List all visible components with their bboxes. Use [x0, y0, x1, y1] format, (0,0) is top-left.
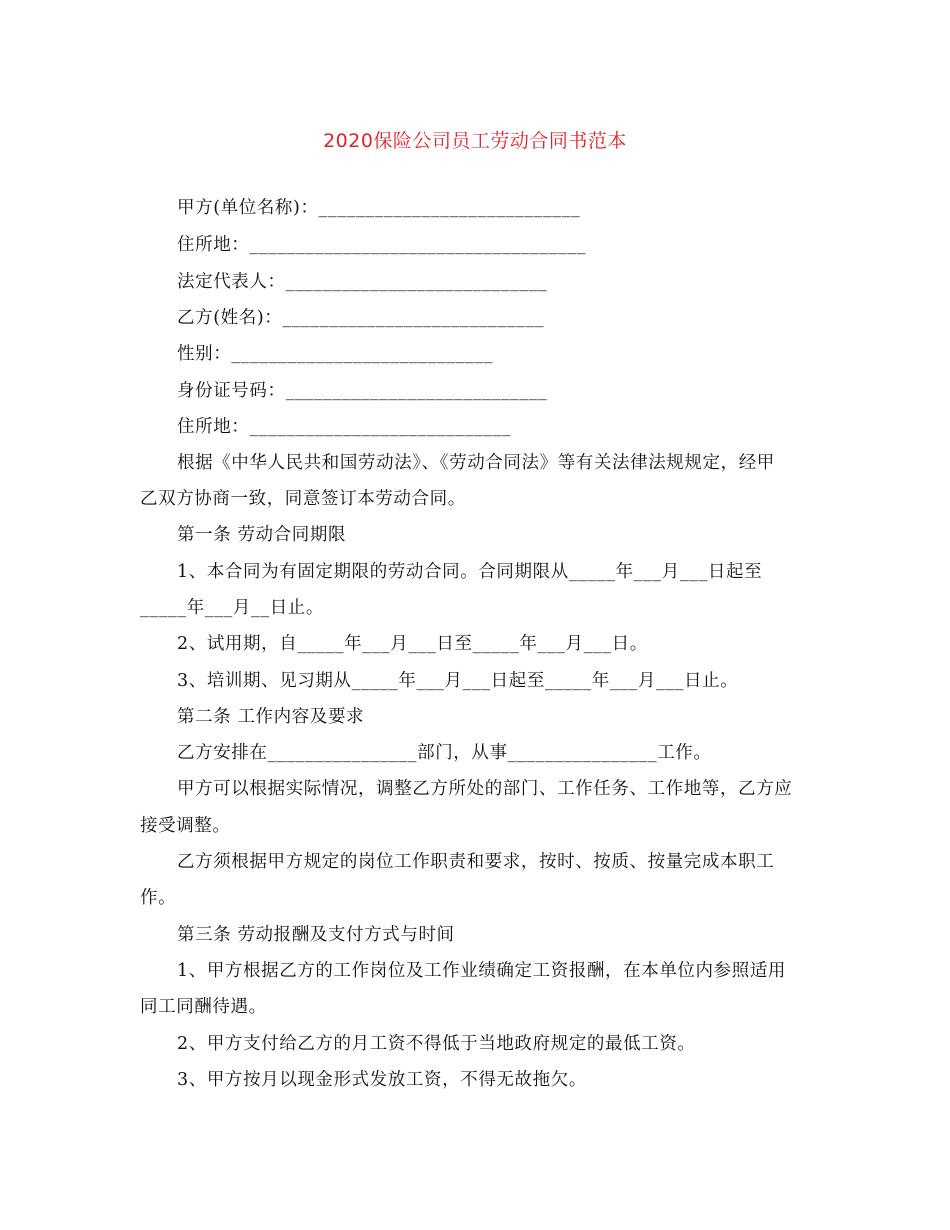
clause-3-1: 1、甲方根据乙方的工作岗位及工作业绩确定工资报酬，在本单位内参照适用: [177, 961, 787, 981]
clause-3-3: 3、甲方按月以现金形式发放工资，不得无故拖欠。: [177, 1070, 587, 1090]
clause-1-2: 2、试用期，自_____年___月___日至_____年___月___日。: [177, 634, 648, 654]
clause-2-assignment: 乙方安排在________________部门，从事________________工作。: [177, 743, 712, 763]
paragraph-preamble-cont: 乙双方协商一致，同意签订本劳动合同。: [140, 489, 466, 509]
heading-article-1: 第一条 劳动合同期限: [177, 525, 347, 545]
clause-2-adjustment: 甲方可以根据实际情况，调整乙方所处的部门、工作任务、工作地等，乙方应: [177, 779, 793, 799]
clause-1-3: 3、培训期、见习期从_____年___月___日起至_____年___月___日止。: [177, 671, 739, 691]
document-title: 2020保险公司员工劳动合同书范本: [323, 130, 627, 152]
heading-article-3: 第三条 劳动报酬及支付方式与时间: [177, 925, 455, 945]
clause-2-adjustment-cont: 接受调整。: [140, 816, 231, 836]
field-gender: 性别：____________________________: [177, 344, 494, 364]
field-party-a-address: 住所地：____________________________________: [177, 235, 586, 255]
field-legal-representative: 法定代表人：____________________________: [177, 272, 548, 292]
clause-2-duties: 乙方须根据甲方规定的岗位工作职责和要求，按时、按质、按量完成本职工: [177, 852, 775, 872]
field-party-b-name: 乙方(姓名)：____________________________: [177, 308, 545, 328]
field-id-number: 身份证号码：____________________________: [177, 381, 548, 401]
clause-2-duties-cont: 作。: [140, 888, 177, 908]
paragraph-preamble: 根据《中华人民共和国劳动法》、《劳动合同法》等有关法律法规规定，经甲: [177, 453, 775, 473]
field-party-a-name: 甲方(单位名称)：____________________________: [177, 198, 581, 218]
field-party-b-address: 住所地：____________________________: [177, 417, 512, 437]
clause-3-2: 2、甲方支付给乙方的月工资不得低于当地政府规定的最低工资。: [177, 1034, 696, 1054]
clause-1-1: 1、本合同为有固定期限的劳动合同。合同期限从_____年___月___日起至: [177, 562, 763, 582]
clause-3-1-cont: 同工同酬待遇。: [140, 997, 267, 1017]
heading-article-2: 第二条 工作内容及要求: [177, 707, 365, 727]
clause-1-1-cont: _____年___月__日止。: [140, 598, 324, 618]
